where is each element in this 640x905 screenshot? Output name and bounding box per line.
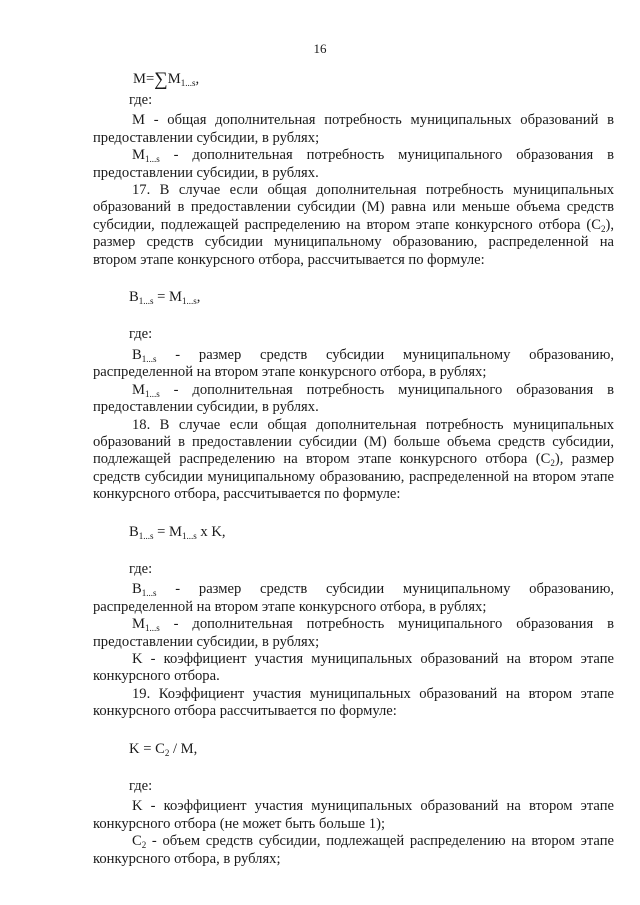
formula-k-c-sub: 2 xyxy=(164,747,170,758)
definition-k-4: K - коэффициент участия муниципальных образований на втором этапе конкурсного отбора (не может быть больше 1); xyxy=(93,798,614,832)
formula-b-equals-m xyxy=(93,289,614,306)
formula-k-eq: = xyxy=(139,740,156,757)
paragraph-18-sub: 2 xyxy=(550,458,555,469)
paragraph-17-text: 17. В случае если общая дополнительная потребность муниципальных образований в предоставлении субсидии (M) равна или меньше объема средств субсидии, подлежащей распределению на втором этапе конкурсного отбора (C xyxy=(93,182,614,233)
paragraph-18-text: 18. В случае если общая дополнительная потребность муниципальных образований в предоставлении субсидии (M) больше объема средств субсидии, подлежащей распределению на втором этапе конкурсного отбора (C xyxy=(93,416,614,468)
definition-m1s-3-sub: 1...s xyxy=(144,623,160,634)
formula-b2-eq: = xyxy=(153,523,170,540)
definition-m1s-3 xyxy=(93,616,614,651)
definition-k-3: K - коэффициент участия муниципальных образований на втором этапе конкурсного отбора. xyxy=(93,650,614,685)
definition-m1s-2-text: - дополнительная потребность муниципального образования в предоставлении субсидии, в рублях. xyxy=(93,381,614,416)
formula-m-lhs: M xyxy=(133,71,146,87)
definition-m1s-symbol: M xyxy=(132,147,145,164)
definition-m1s xyxy=(93,147,614,182)
definition-b1s-symbol: B xyxy=(132,346,142,363)
definition-c2-sub: 2 xyxy=(141,840,147,851)
formula-k-lhs: K xyxy=(129,740,140,757)
definition-b1s-sub: 1...s xyxy=(141,353,157,364)
formula-b2-lhs: B xyxy=(129,523,139,540)
formula-k-equals-c2-div-m xyxy=(93,741,614,758)
definition-b1s-3-sub: 1...s xyxy=(141,588,157,599)
definition-b1s xyxy=(93,347,614,382)
formula-m-term-sub: 1...s xyxy=(180,78,196,88)
definition-b1s-3 xyxy=(93,581,614,616)
definition-c2-symbol: C xyxy=(132,833,142,850)
formula-k-c: C xyxy=(155,740,165,757)
paragraph-19: 19. Коэффициент участия муниципальных образований на втором этапе конкурсного отбора рассчитывается по формуле: xyxy=(93,685,614,720)
formula-b2-rhs-sub: 1...s xyxy=(182,530,197,541)
definition-b1s-text: - размер средств субсидии муниципальному образованию, распределенной на втором этапе конкурсного отбора, в рублях; xyxy=(93,346,614,381)
where-label-1: где: xyxy=(129,92,153,108)
where-label-4: где: xyxy=(129,778,153,794)
formula-k-tail: / M, xyxy=(169,740,198,757)
formula-b2-rhs: M xyxy=(169,523,183,540)
definition-m1s-text: - дополнительная потребность муниципального образования в предоставлении субсидии, в рублях. xyxy=(93,147,614,181)
formula-b1-lhs-sub: 1...s xyxy=(138,296,154,307)
definition-m: M - общая дополнительная потребность муниципальных образований в предоставлении субсидии, в рублях; xyxy=(93,112,614,146)
formula-b1-tail: , xyxy=(196,289,201,306)
paragraph-18 xyxy=(93,417,614,504)
definition-m1s-2-sub: 1...s xyxy=(144,388,160,399)
definition-m1s-3-symbol: M xyxy=(132,616,145,633)
definition-m1s-sub: 1...s xyxy=(144,154,160,165)
definition-m1s-2 xyxy=(93,382,614,417)
formula-b2-tail: x K, xyxy=(196,523,226,540)
paragraph-17 xyxy=(93,182,614,269)
formula-b2-lhs-sub: 1...s xyxy=(138,530,154,541)
formula-b1-rhs: M xyxy=(169,289,183,306)
formula-m-eq: = xyxy=(145,71,155,87)
formula-b1-rhs-sub: 1...s xyxy=(182,296,197,307)
formula-m-term: M xyxy=(167,71,181,87)
paragraph-18-end: ), размер средств субсидии муниципальному образованию, распределенной на втором этапе конкурсного отбора, рассчитывается по формуле: xyxy=(93,451,615,503)
definition-b1s-3-symbol: B xyxy=(132,581,142,598)
formula-b1-lhs: B xyxy=(129,289,139,306)
definition-m1s-3-text: - дополнительная потребность муниципального образования в предоставлении субсидии, в рублях; xyxy=(93,616,614,650)
document-body xyxy=(93,70,614,868)
paragraph-17-end: ), размер средств субсидии муниципальному образованию, распределенной на втором этапе конкурсного отбора, рассчитывается по формуле: xyxy=(93,216,614,268)
sigma-symbol: ∑ xyxy=(154,69,168,90)
where-label-2: где: xyxy=(129,326,153,343)
page-number: 16 xyxy=(313,41,327,56)
formula-b1-eq: = xyxy=(153,289,170,306)
definition-c2-text: - объем средств субсидии, подлежащей распределению на втором этапе конкурсного отбора, в рублях; xyxy=(93,833,614,867)
definition-c2 xyxy=(93,833,614,868)
formula-m-tail: , xyxy=(195,71,200,87)
formula-m-sum xyxy=(93,70,614,92)
definition-m1s-2-symbol: M xyxy=(132,381,145,398)
formula-b-equals-m-x-k xyxy=(93,524,614,541)
paragraph-17-sub: 2 xyxy=(600,223,606,234)
where-label-3: где: xyxy=(129,560,153,577)
definition-b1s-3-text: - размер средств субсидии муниципальному образованию, распределенной на втором этапе конкурсного отбора, в рублях; xyxy=(93,581,614,615)
